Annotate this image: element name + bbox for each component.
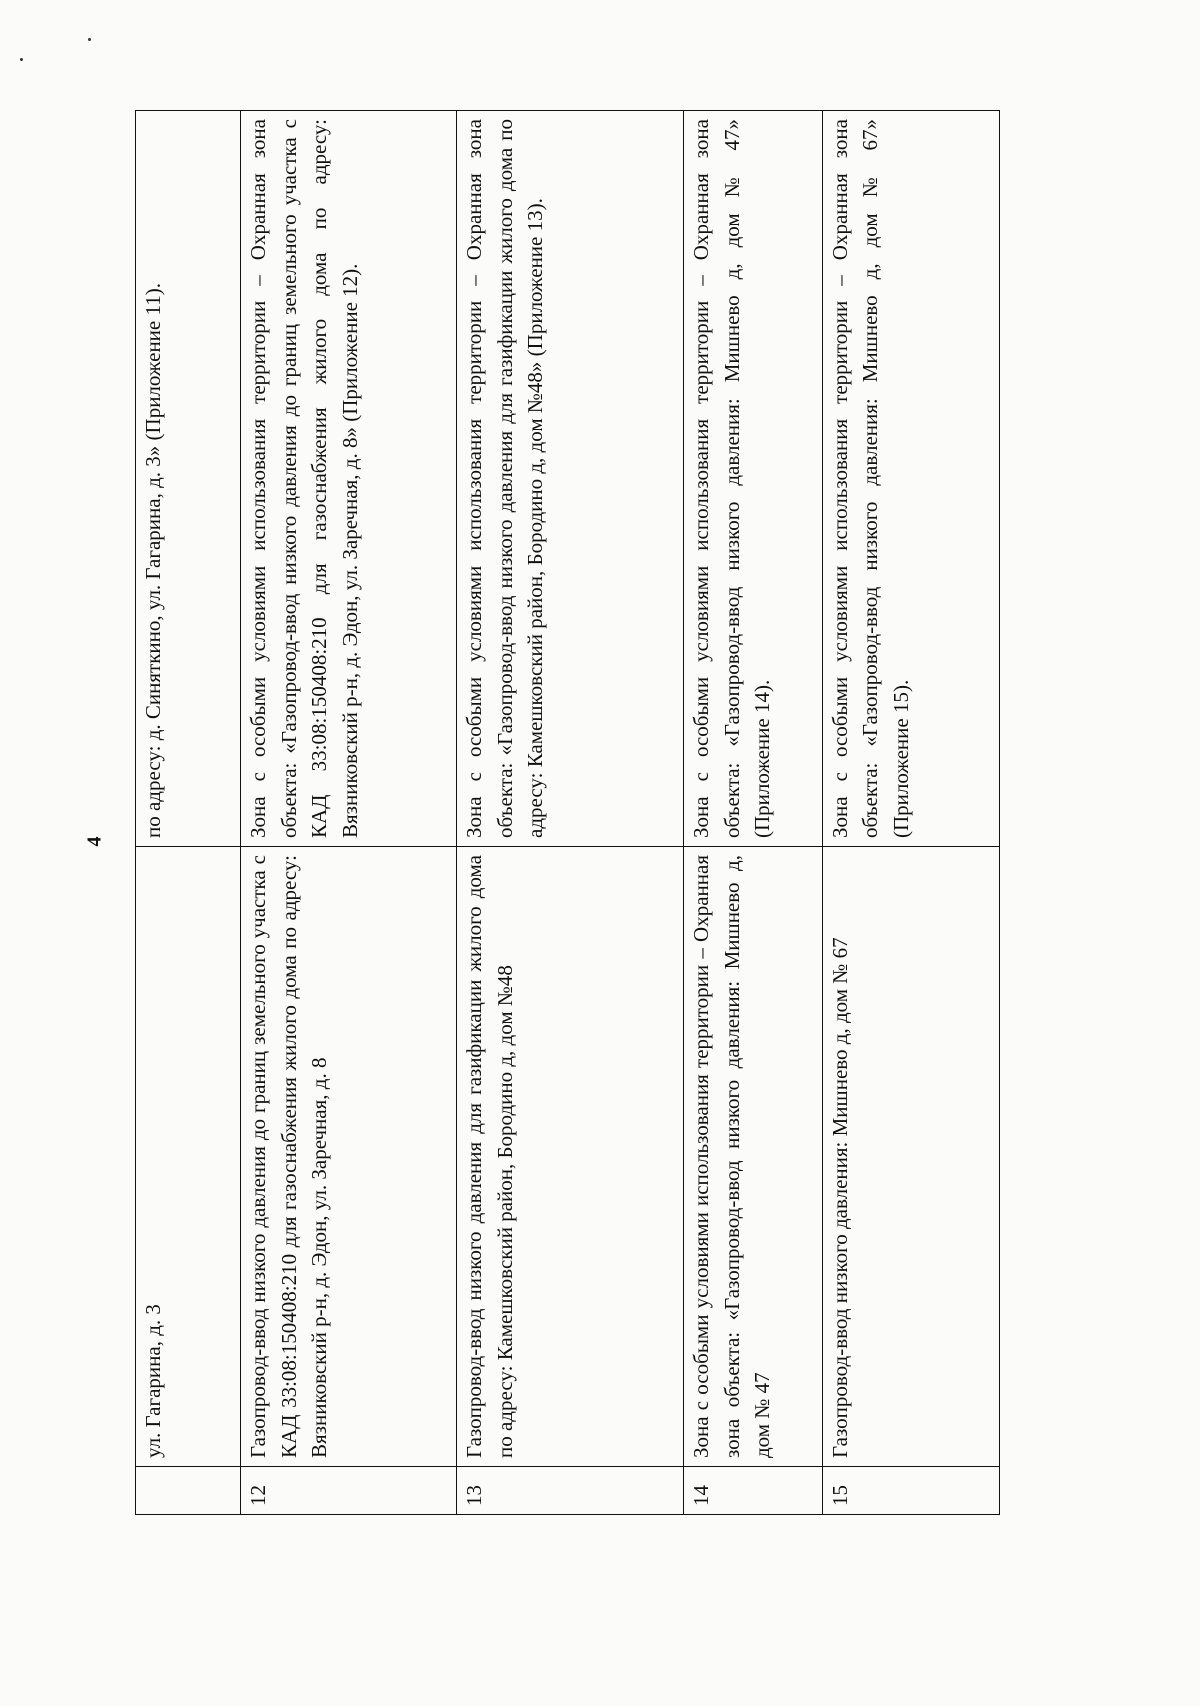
scan-speck: [88, 38, 91, 41]
object-cell: Газопровод-ввод низкого давления для газификации жилого дома по адресу: Камешковский район, Бородино д, дом №48: [457, 847, 684, 1467]
row-number: 15: [822, 1467, 999, 1515]
zone-cell: Зона с особыми условиями использования территории – Охранная зона объекта: «Газопровод-ввод низкого давления: Мишнево д, дом № 67» (Приложение 15).: [822, 111, 999, 847]
row-number: [136, 1467, 241, 1515]
object-cell: Газопровод-ввод низкого давления: Мишнево д, дом № 67: [822, 847, 999, 1467]
table-row: [684, 111, 822, 1515]
zone-cell: по адресу: д. Синяткино, ул. Гагарина, д. 3» (Приложение 11).: [136, 111, 241, 847]
row-number: 14: [684, 1467, 822, 1515]
row-number: 13: [457, 1467, 684, 1515]
zone-cell: Зона с особыми условиями использования территории – Охранная зона объекта: «Газопровод-ввод низкого давления: Мишнево д, дом № 47» (Приложение 14).: [684, 111, 822, 847]
scan-speck: [20, 58, 23, 61]
zones-table: [135, 110, 1000, 1515]
object-cell: ул. Гагарина, д. 3: [136, 847, 241, 1467]
zones-table-container: [135, 110, 1000, 1515]
row-number: 12: [241, 1467, 457, 1515]
page-number: 4: [83, 836, 106, 847]
zone-cell: Зона с особыми условиями использования территории – Охранная зона объекта: «Газопровод-ввод низкого давления до границ земельного участка с КАД 33:08:150408:210 для газоснабжения жилого дома по адресу: Вязниковский р-н, д. Эдон, ул. Заречная, д. 8» (Приложение 12).: [241, 111, 457, 847]
table-row: [822, 111, 999, 1515]
object-cell: Зона с особыми условиями использования территории – Охранная зона объекта: «Газопровод-ввод низкого давления: Мишнево д, дом № 47: [684, 847, 822, 1467]
zone-cell: Зона с особыми условиями использования территории – Охранная зона объекта: «Газопровод-ввод низкого давления для газификации жилого дома по адресу: Камешковский район, Бородино д, дом №48» (Приложение 13).: [457, 111, 684, 847]
table-row: [457, 111, 684, 1515]
object-cell: Газопровод-ввод низкого давления до границ земельного участка с КАД 33:08:150408:210 для газоснабжения жилого дома по адресу: Вязниковский р-н, д. Эдон, ул. Заречная, д. 8: [241, 847, 457, 1467]
table-row: [136, 111, 241, 1515]
table-row: [241, 111, 457, 1515]
